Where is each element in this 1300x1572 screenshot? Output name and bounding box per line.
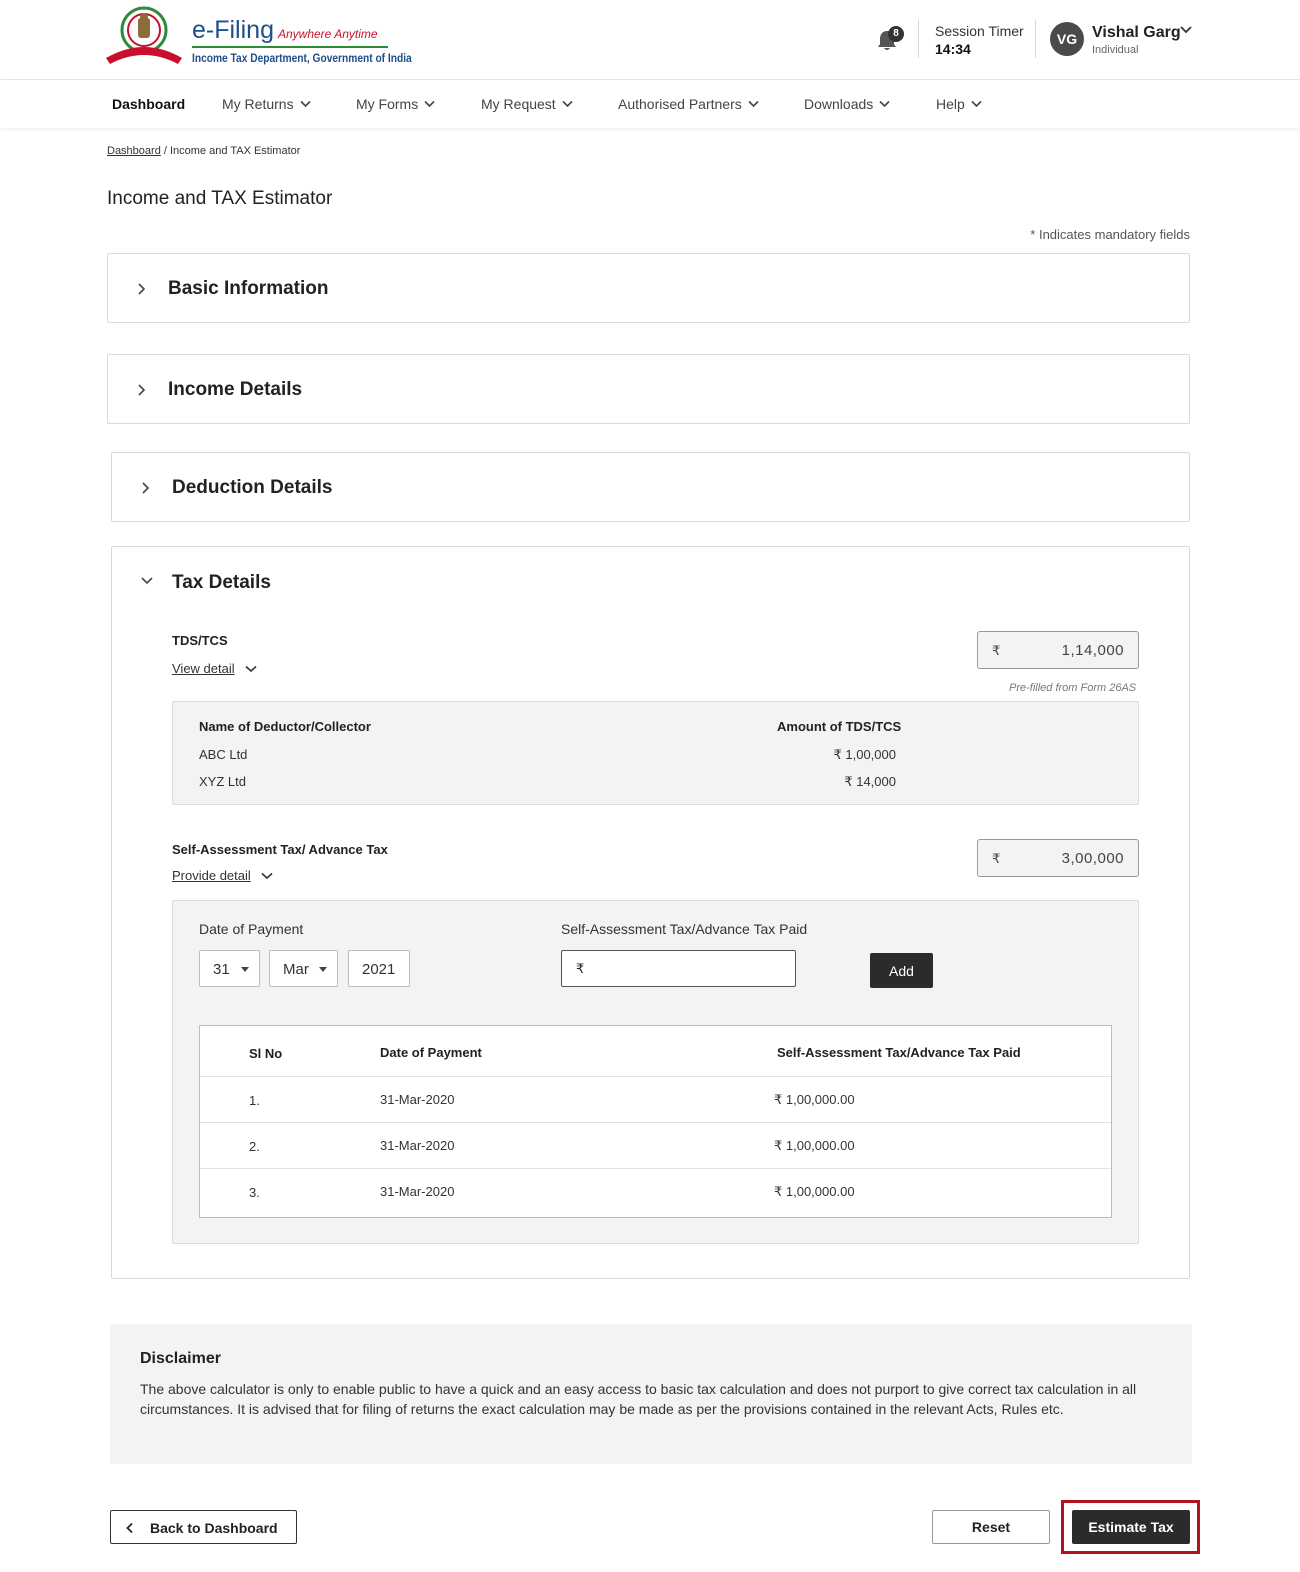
chevron-down-icon — [562, 100, 573, 108]
sat-total-field — [977, 839, 1139, 877]
tds-col-amount: Amount of TDS/TCS — [777, 719, 902, 734]
tds-row-amount: ₹ 1,00,000 — [833, 747, 896, 762]
reset-button[interactable]: Reset — [932, 1510, 1050, 1544]
sat-payments-table — [199, 1025, 1112, 1218]
notification-count-badge: 8 — [888, 26, 904, 42]
breadcrumb-dashboard-link[interactable]: Dashboard — [107, 145, 161, 157]
emblem-icon — [104, 6, 184, 66]
main-nav — [0, 80, 1300, 128]
sat-paid-text[interactable] — [592, 955, 782, 982]
caret-down-icon — [241, 967, 249, 972]
logo-title: e-Filing Anywhere Anytime — [192, 16, 378, 44]
date-of-payment-label: Date of Payment — [199, 921, 304, 937]
table-header-date: Date of Payment — [380, 1045, 482, 1060]
section-title: Income Details — [168, 379, 303, 400]
nav-help[interactable]: Help — [936, 96, 982, 112]
row-sl: 1. — [249, 1093, 260, 1108]
disclaimer-text: The above calculator is only to enable public to have a quick and an easy access to basic tax calculation and does not purport to give correct tax calculation in all circumstances. It is advised that for filing of returns the exact calculation may be made as per the provisions contained in the relevant Acts, Rules etc. — [140, 1381, 1137, 1417]
logo-underline — [192, 46, 388, 48]
prefill-note: Pre-filled from Form 26AS — [1009, 682, 1137, 694]
nav-authorised-partners[interactable]: Authorised Partners — [618, 96, 759, 112]
header-divider — [918, 20, 919, 58]
chevron-right-icon — [140, 481, 152, 495]
sat-label: Self-Assessment Tax/ Advance Tax — [172, 842, 388, 857]
section-income-details — [107, 354, 1190, 424]
disclaimer-box — [110, 1324, 1192, 1464]
row-paid: ₹ 1,00,000.00 — [774, 1092, 855, 1107]
rupee-icon: ₹ — [992, 643, 1001, 658]
nav-my-returns[interactable]: My Returns — [222, 96, 311, 112]
tds-row-amount: ₹ 14,000 — [844, 774, 896, 789]
nav-my-request[interactable]: My Request — [481, 96, 573, 112]
chevron-down-icon — [424, 100, 435, 108]
back-to-dashboard-button[interactable]: Back to Dashboard — [110, 1510, 297, 1544]
table-row — [200, 1168, 1111, 1217]
sat-paid-label: Self-Assessment Tax/Advance Tax Paid — [561, 921, 808, 937]
table-header-sl: Sl No — [249, 1046, 283, 1061]
estimate-tax-button[interactable]: Estimate Tax — [1072, 1510, 1190, 1544]
tds-view-detail-link[interactable]: View detail — [172, 661, 257, 676]
logo-subtitle: Income Tax Department, Government of India — [192, 51, 412, 65]
session-timer-label: Session Timer — [935, 23, 1024, 39]
tds-label: TDS/TCS — [172, 633, 228, 648]
section-tax-details — [111, 546, 1190, 1279]
avatar[interactable]: VG — [1050, 22, 1084, 56]
chevron-down-icon — [245, 665, 257, 673]
logo-tagline: Anywhere Anytime — [277, 27, 378, 41]
chevron-down-icon — [879, 100, 890, 108]
nav-dashboard[interactable]: Dashboard — [112, 96, 186, 112]
session-timer-value: 14:34 — [935, 41, 971, 57]
row-date: 31-Mar-2020 — [380, 1092, 455, 1107]
row-date: 31-Mar-2020 — [380, 1184, 455, 1199]
chevron-down-icon — [971, 100, 982, 108]
chevron-down-icon — [261, 872, 273, 880]
user-role: Individual — [1092, 44, 1139, 56]
sat-total-value: 3,00,000 — [1061, 850, 1124, 867]
chevron-down-icon — [748, 100, 759, 108]
chevron-down-icon — [300, 100, 311, 108]
section-basic-information — [107, 253, 1190, 323]
tds-row-name: XYZ Ltd — [199, 774, 246, 789]
row-paid: ₹ 1,00,000.00 — [774, 1184, 855, 1199]
table-row — [200, 1122, 1111, 1168]
add-button[interactable]: Add — [870, 953, 933, 988]
tds-detail-panel — [172, 701, 1139, 805]
day-select[interactable]: 31 — [199, 950, 260, 987]
table-header-paid: Self-Assessment Tax/Advance Tax Paid — [777, 1045, 1021, 1060]
row-sl: 3. — [249, 1185, 260, 1200]
sat-paid-input[interactable] — [561, 950, 796, 987]
table-row — [200, 1076, 1111, 1122]
top-header — [0, 0, 1300, 80]
section-title: Basic Information — [168, 278, 329, 299]
row-paid: ₹ 1,00,000.00 — [774, 1138, 855, 1153]
sat-provide-detail-link[interactable]: Provide detail — [172, 868, 273, 883]
chevron-right-icon — [136, 383, 148, 397]
user-name[interactable]: Vishal Garg — [1092, 24, 1181, 41]
breadcrumb-current: Income and TAX Estimator — [170, 145, 301, 157]
rupee-icon: ₹ — [576, 961, 585, 976]
chevron-down-icon[interactable] — [1179, 24, 1193, 36]
mandatory-note: * Indicates mandatory fields — [1030, 227, 1190, 242]
chevron-down-icon — [140, 575, 154, 587]
row-date: 31-Mar-2020 — [380, 1138, 455, 1153]
section-basic-information-header[interactable] — [108, 254, 1189, 324]
nav-my-forms[interactable]: My Forms — [356, 96, 435, 112]
chevron-right-icon — [136, 282, 148, 296]
tds-total-field — [977, 631, 1139, 669]
page-title: Income and TAX Estimator — [107, 188, 333, 209]
section-deduction-details-header[interactable] — [112, 453, 1189, 523]
section-title: Deduction Details — [172, 477, 333, 498]
section-tax-details-header[interactable] — [112, 547, 1189, 617]
section-deduction-details — [111, 452, 1190, 522]
tds-col-name: Name of Deductor/Collector — [199, 719, 371, 734]
breadcrumb-separator: / — [160, 145, 170, 157]
section-title: Tax Details — [172, 572, 271, 593]
nav-downloads[interactable]: Downloads — [804, 96, 890, 112]
efiling-logo[interactable] — [104, 6, 412, 66]
chevron-left-icon — [125, 1522, 135, 1534]
breadcrumb — [107, 145, 300, 157]
tds-total-value: 1,14,000 — [1061, 642, 1124, 659]
disclaimer-title: Disclaimer — [140, 1350, 221, 1367]
row-sl: 2. — [249, 1139, 260, 1154]
caret-down-icon — [319, 967, 327, 972]
month-select[interactable]: Mar — [269, 950, 338, 987]
year-input[interactable]: 2021 — [348, 950, 410, 987]
rupee-icon: ₹ — [992, 851, 1001, 866]
header-divider — [1035, 20, 1036, 58]
tds-row-name: ABC Ltd — [199, 747, 248, 762]
sat-detail-panel — [172, 900, 1139, 1244]
section-income-details-header[interactable] — [108, 355, 1189, 425]
session-timer — [935, 23, 1024, 57]
